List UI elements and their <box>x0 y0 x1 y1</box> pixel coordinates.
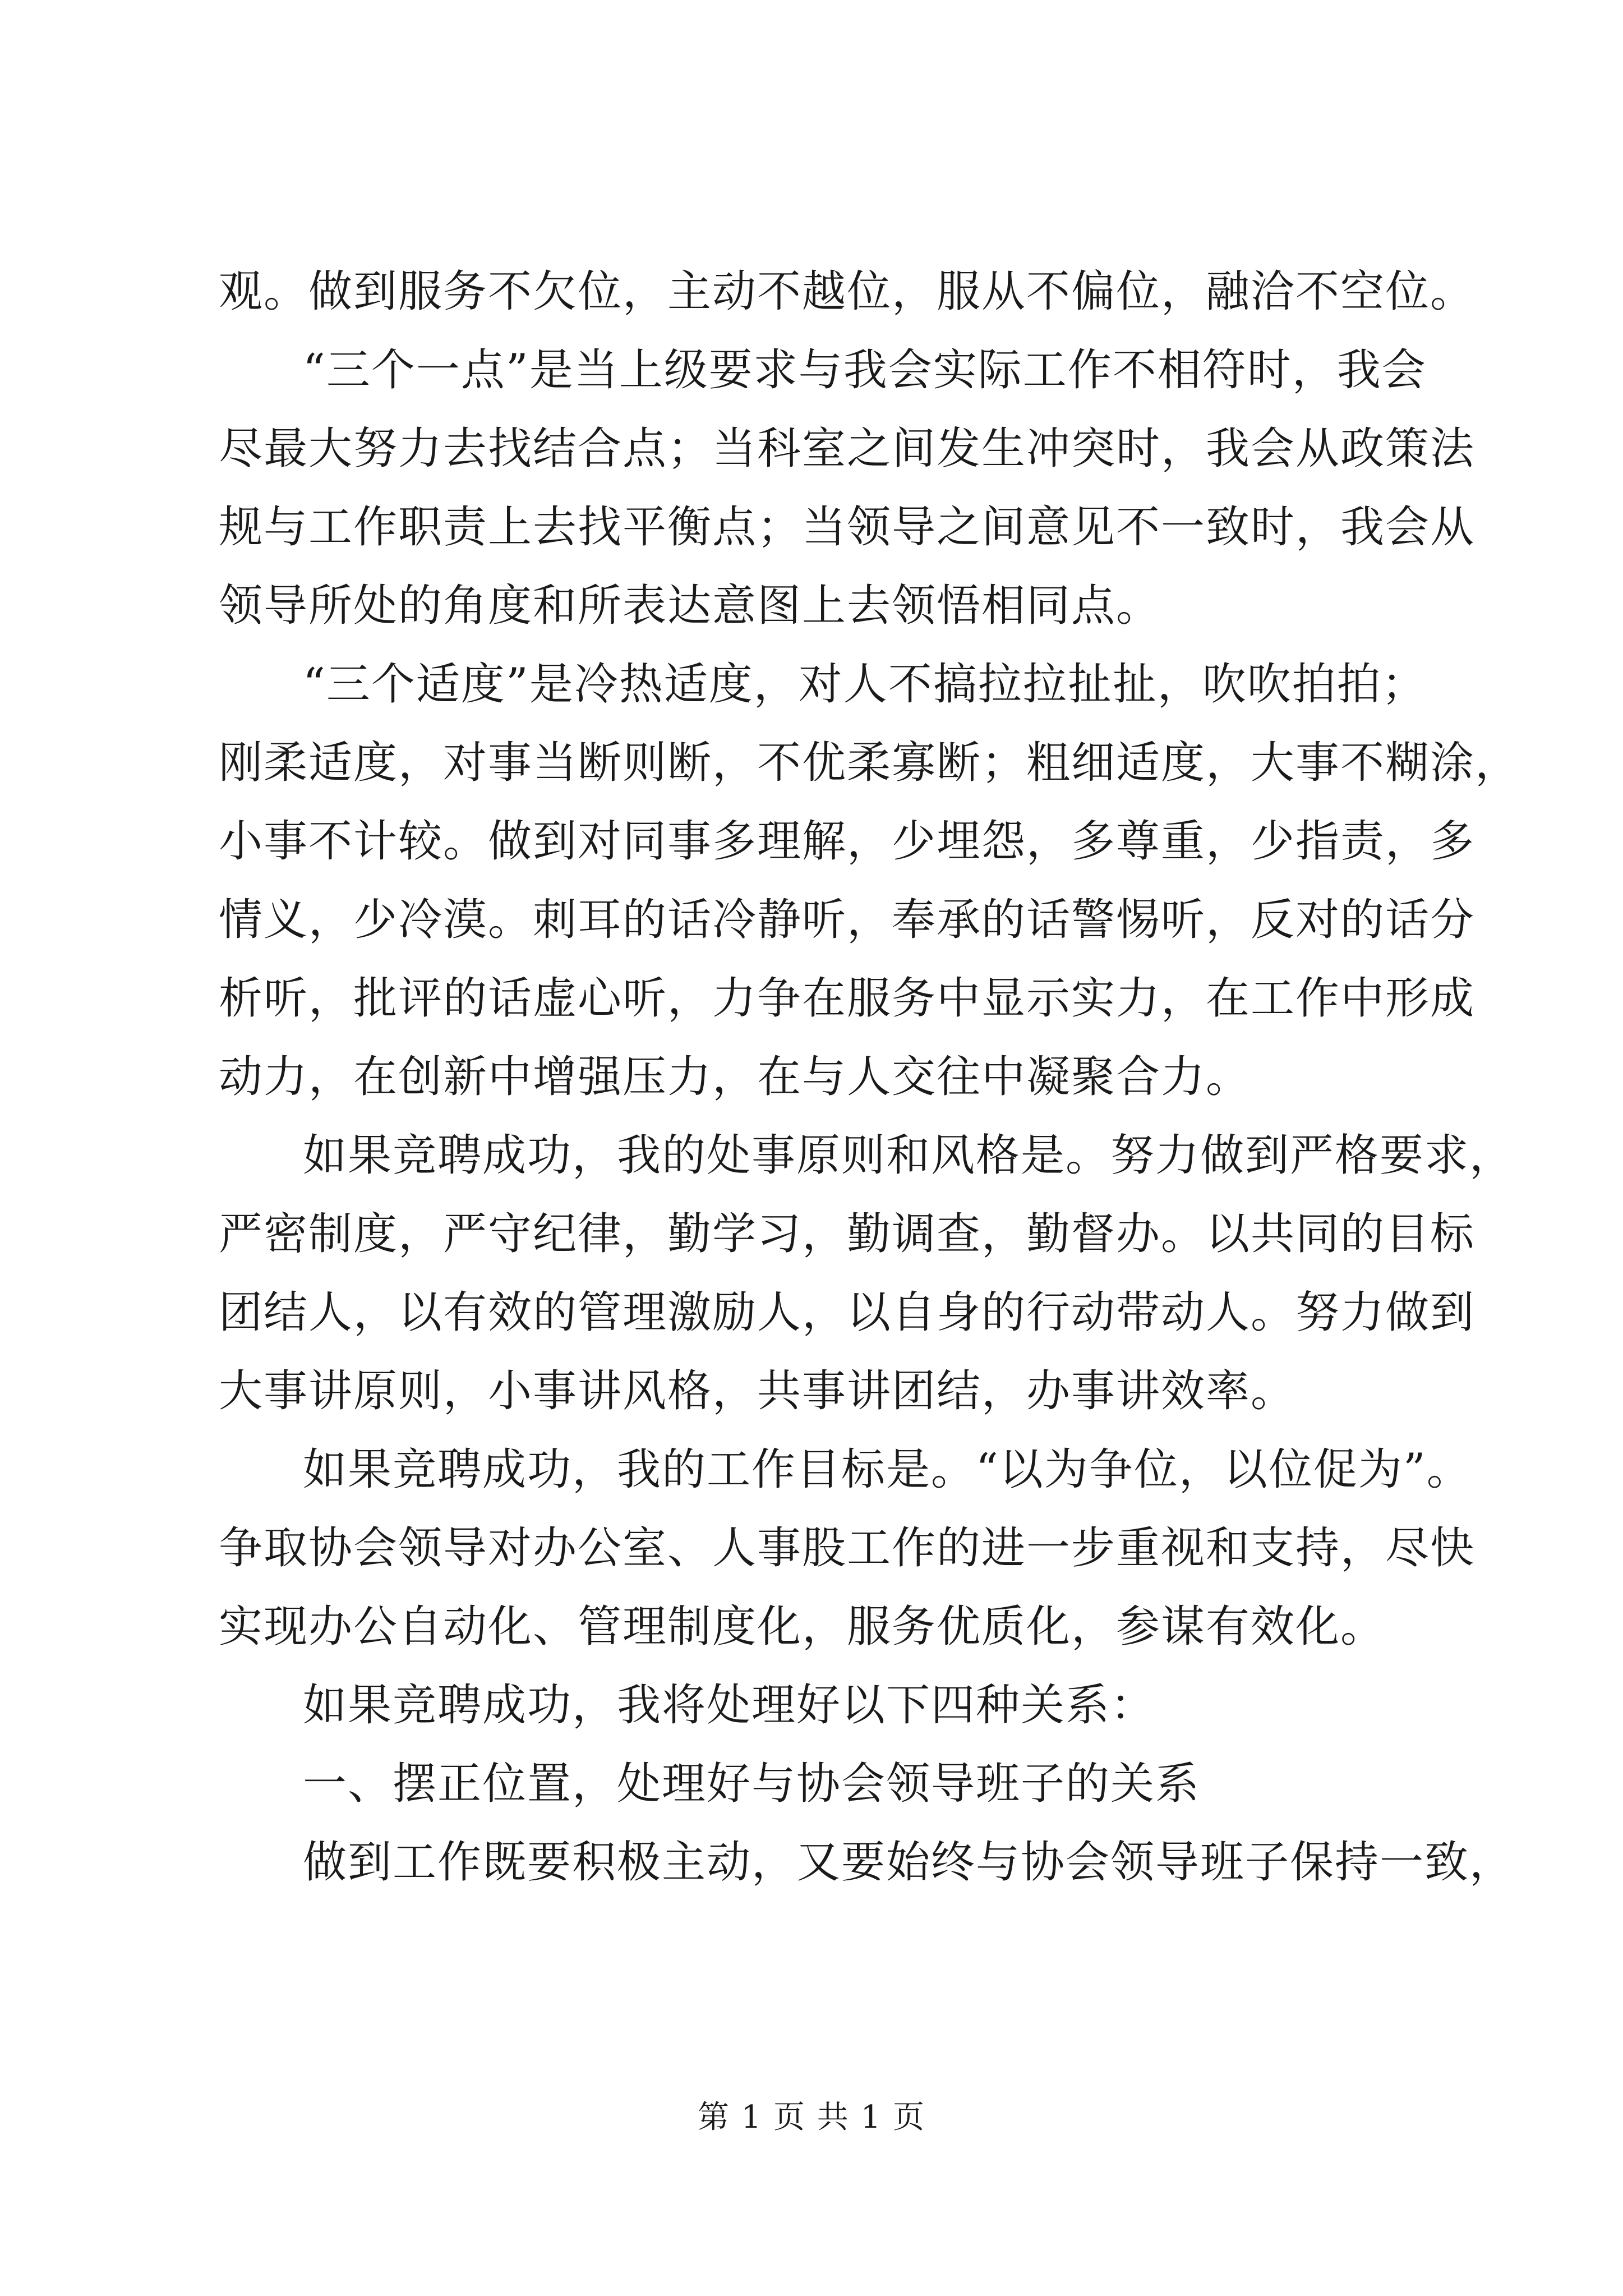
text-line: 析听，批评的话虚心听，力争在服务中显示实力，在工作中形成 <box>219 973 1476 1024</box>
text-line: 做到工作既要积极主动，又要始终与协会领导班子保持一致， <box>303 1837 1515 1888</box>
text-line: 团结人，以有效的管理激励人，以自身的行动带动人。努力做到 <box>219 1287 1476 1338</box>
text-line: “三个一点”是当上级要求与我会实际工作不相符时，我会 <box>303 345 1427 395</box>
text-line: 严密制度，严守纪律，勤学习，勤调查，勤督办。以共同的目标 <box>219 1209 1476 1259</box>
text-line: 小事不计较。做到对同事多理解，少埋怨，多尊重，少指责，多 <box>219 816 1476 867</box>
text-line: 规与工作职责上去找平衡点；当领导之间意见不一致时，我会从 <box>219 502 1476 553</box>
text-line: 动力，在创新中增强压力，在与人交往中凝聚合力。 <box>219 1052 1251 1102</box>
page-footer: 第 1 页 共 1 页 <box>697 2099 926 2136</box>
text-line: 如果竞聘成功，我的处事原则和风格是。努力做到严格要求， <box>303 1130 1515 1181</box>
text-line: 大事讲原则，小事讲风格，共事讲团结，办事讲效率。 <box>219 1366 1296 1416</box>
section-heading: 一、摆正位置，处理好与协会领导班子的关系 <box>303 1759 1201 1809</box>
text-line: 实现办公自动化、管理制度化，服务优质化，参谋有效化。 <box>219 1602 1386 1652</box>
text-line: 争取协会领导对办公室、人事股工作的进一步重视和支持，尽快 <box>219 1523 1476 1573</box>
text-line: 情义，少冷漠。刺耳的话冷静听，奉承的话警惕听，反对的话分 <box>219 895 1476 945</box>
text-line: 如果竞聘成功，我的工作目标是。“以为争位，以位促为”。 <box>303 1444 1472 1495</box>
text-line: “三个适度”是冷热适度，对人不搞拉拉扯扯，吹吹拍拍； <box>303 659 1427 710</box>
text-line: 刚柔适度，对事当断则断，不优柔寡断；粗细适度，大事不糊涂， <box>219 738 1520 788</box>
text-line: 观。做到服务不欠位，主动不越位，服从不偏位，融洽不空位。 <box>219 266 1476 317</box>
text-line: 领导所处的角度和所表达意图上去领悟相同点。 <box>219 581 1161 631</box>
text-line: 如果竞聘成功，我将处理好以下四种关系： <box>303 1680 1156 1731</box>
text-line: 尽最大努力去找结合点；当科室之间发生冲突时，我会从政策法 <box>219 424 1476 474</box>
